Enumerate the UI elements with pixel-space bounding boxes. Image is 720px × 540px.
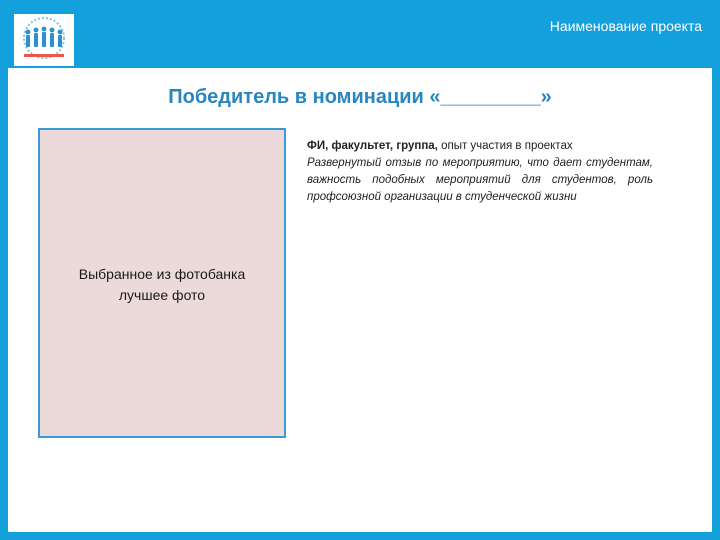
info-block: [307, 138, 653, 206]
info-header: [307, 138, 653, 155]
info-normal: опыт участия в проектах: [437, 140, 573, 152]
photo-placeholder: [38, 128, 286, 438]
photo-label: [40, 264, 284, 306]
logo: [14, 14, 74, 66]
project-name: Наименование проекта: [549, 18, 702, 34]
photo-label-line2: лучшее фото: [118, 287, 206, 303]
photo-label-line1: Выбранное из фотобанка: [78, 266, 246, 282]
review-text: Развернутый отзыв по мероприятию, что дает студентам, важность подобных мероприятий для студентов, роль профсоюзной организации в студенческой жизни: [307, 157, 653, 204]
info-bold: ФИ, факультет, группа,: [307, 140, 438, 152]
people-logo-icon: [14, 14, 74, 66]
nomination-title: Победитель в номинации «_________»: [168, 86, 552, 108]
header-bar: [0, 0, 720, 68]
